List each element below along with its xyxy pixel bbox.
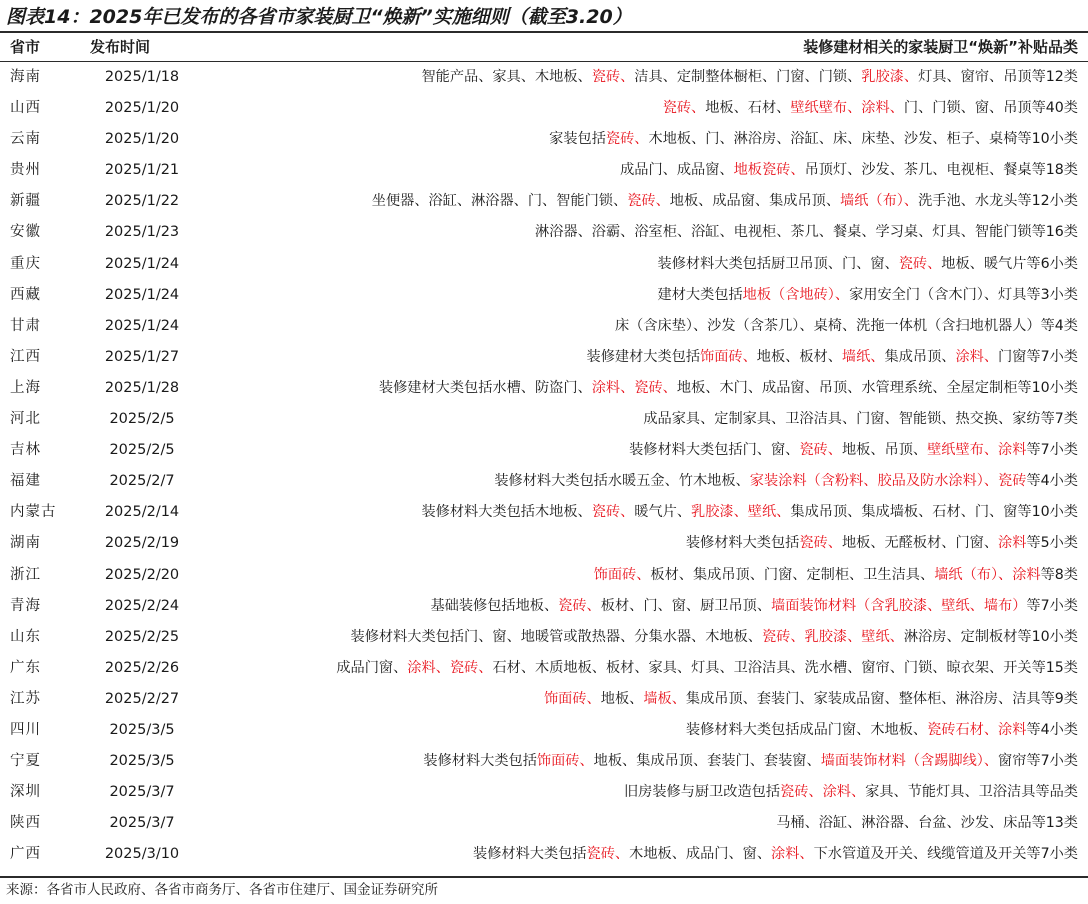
date-cell: 2025/2/5: [109, 442, 175, 459]
table-row: [0, 777, 1088, 808]
item-text: 板材、门、窗、厨卫吊顶、: [600, 597, 772, 614]
date-cell: 2025/3/5: [109, 721, 175, 738]
highlighted-item-text: 涂料、: [955, 348, 999, 365]
province-cell: 广东: [10, 659, 41, 676]
item-text: 装修材料大类包括门、窗、: [629, 442, 800, 459]
province-cell: 陕西: [10, 815, 41, 832]
item-text: 集成吊顶、集成墙板、石材、门、窗等10小类: [790, 504, 1078, 521]
province-cell: 贵州: [10, 162, 41, 179]
province-cell: 四川: [10, 721, 41, 738]
date-cell: 2025/2/5: [109, 411, 175, 428]
items-cell: [200, 404, 1078, 435]
highlighted-item-text: 饰面砖、: [593, 566, 651, 583]
date-cell: 2025/1/21: [104, 162, 180, 179]
highlighted-item-text: 乳胶漆、: [861, 69, 919, 85]
date-cell: 2025/3/10: [104, 846, 180, 863]
item-text: 装修材料大类包括厨卫吊顶、门、窗、: [657, 255, 899, 272]
items-cell: [200, 124, 1078, 155]
item-text: 等7小类: [1026, 597, 1078, 614]
item-text: 装修材料大类包括木地板、: [421, 504, 592, 521]
item-text: 木地板、门、淋浴房、浴缸、床、床垫、沙发、柜子、桌椅等10小类: [648, 131, 1078, 148]
province-cell: 江西: [10, 348, 41, 365]
table-row: [0, 217, 1088, 248]
date-cell: 2025/3/7: [109, 784, 175, 801]
item-text: 家具、节能灯具、卫浴洁具等品类: [865, 784, 1078, 801]
date-cell: 2025/2/7: [109, 473, 175, 490]
items-cell: [200, 684, 1078, 715]
item-text: 装修材料大类包括门、窗、地暖管或散热器、分集水器、木地板、: [350, 628, 762, 645]
province-cell: 甘肃: [10, 317, 41, 334]
date-cell: 2025/1/28: [104, 379, 180, 396]
date-cell: 2025/1/20: [104, 131, 180, 148]
province-cell: 新疆: [10, 193, 41, 210]
highlighted-item-text: 饰面砖、: [543, 690, 601, 707]
item-text: 石材、木质地板、板材、家具、灯具、卫浴洁具、洗水槽、窗帘、门锁、晾衣架、开关等15类: [492, 659, 1078, 676]
province-cell: 海南: [10, 69, 41, 85]
province-cell: 河北: [10, 411, 41, 428]
highlighted-item-text: 瓷砖、: [662, 100, 706, 117]
item-text: 装修材料大类包括水暖五金、竹木地板、: [494, 473, 750, 490]
item-text: 家装包括: [549, 131, 606, 148]
province-cell: 深圳: [10, 784, 41, 801]
date-cell: 2025/1/23: [104, 224, 180, 241]
item-text: 集成吊顶、套装门、家装成品窗、整体柜、淋浴房、洁具等9类: [685, 690, 1078, 707]
highlighted-item-text: 墙面装饰材料（含踢脚线）、: [820, 753, 999, 770]
items-cell: [200, 653, 1078, 684]
province-cell: 福建: [10, 473, 41, 490]
table-header: [0, 33, 1088, 61]
highlighted-item-text: 瓷砖、: [627, 193, 670, 210]
item-text: 建材大类包括: [657, 286, 743, 303]
items-cell: [200, 560, 1078, 591]
table-row: [0, 311, 1088, 342]
highlighted-item-text: 涂料、: [771, 846, 814, 863]
highlighted-item-text: 地板（含地砖）、: [742, 286, 850, 303]
items-cell: [200, 311, 1078, 342]
items-cell: [200, 155, 1078, 186]
item-text: 智能产品、家具、木地板、: [421, 69, 592, 85]
item-text: 基础装修包括地板、: [430, 597, 559, 614]
item-text: 装修材料大类包括: [473, 846, 587, 863]
highlighted-item-text: 瓷砖、: [591, 69, 635, 85]
province-cell: 云南: [10, 131, 41, 148]
province-cell: 广西: [10, 846, 41, 863]
item-text: 坐便器、浴缸、淋浴器、门、智能门锁、: [371, 193, 628, 210]
item-text: 装修建材大类包括: [586, 348, 701, 365]
item-text: 等4小类: [1026, 721, 1078, 738]
table-row: [0, 560, 1088, 591]
item-text: 等8类: [1040, 566, 1078, 583]
province-cell: 浙江: [10, 566, 41, 583]
province-cell: 山西: [10, 100, 41, 117]
table-row: [0, 653, 1088, 684]
table-row: [0, 528, 1088, 559]
item-text: 地板、石材、: [705, 100, 791, 117]
date-cell: 2025/2/20: [104, 566, 180, 583]
items-cell: [200, 280, 1078, 311]
item-text: 地板、: [600, 690, 644, 707]
item-text: 灯具、窗帘、吊顶等12类: [918, 69, 1078, 85]
item-text: 地板、成品窗、集成吊顶、: [669, 193, 841, 210]
items-cell: [200, 715, 1078, 746]
header-items: 装修建材相关的家装厨卫“焕新”补贴品类: [803, 38, 1078, 56]
highlighted-item-text: 瓷砖、乳胶漆、壁纸、: [761, 628, 904, 645]
date-cell: 2025/1/22: [104, 193, 180, 210]
table-row: [0, 186, 1088, 217]
item-text: 地板、木门、成品窗、吊顶、水管理系统、全屋定制柜等10小类: [676, 379, 1078, 396]
table-body: [0, 62, 1088, 870]
item-text: 门、门锁、窗、吊顶等40类: [903, 100, 1078, 117]
item-text: 吊顶灯、沙发、茶几、电视柜、餐桌等18类: [804, 162, 1078, 179]
item-text: 旧房装修与厨卫改造包括: [623, 784, 781, 801]
items-cell: [200, 186, 1078, 217]
item-text: 马桶、浴缸、淋浴器、台盆、沙发、床品等13类: [776, 815, 1078, 832]
highlighted-item-text: 墙纸（布）、涂料: [934, 566, 1041, 583]
highlighted-item-text: 地板瓷砖、: [733, 162, 805, 179]
items-cell: [200, 839, 1078, 870]
item-text: 木地板、成品门、窗、: [629, 846, 772, 863]
highlighted-item-text: 瓷砖、: [799, 442, 842, 459]
province-cell: 湖南: [10, 535, 41, 552]
items-cell: [200, 373, 1078, 404]
province-cell: 西藏: [10, 286, 41, 303]
item-text: 集成吊顶、: [884, 348, 956, 365]
highlighted-item-text: 涂料: [998, 535, 1027, 552]
item-text: 家用安全门（含木门）、灯具等3小类: [849, 286, 1078, 303]
province-cell: 上海: [10, 379, 41, 396]
items-cell: [200, 435, 1078, 466]
item-text: 淋浴器、浴霸、浴室柜、浴缸、电视柜、茶几、餐桌、学习桌、灯具、智能门锁等16类: [535, 224, 1078, 241]
highlighted-item-text: 瓷砖石材、涂料: [927, 721, 1027, 738]
items-cell: [200, 808, 1078, 839]
table-row: [0, 684, 1088, 715]
table-row: [0, 62, 1088, 93]
province-cell: 重庆: [10, 255, 41, 272]
items-cell: [200, 342, 1078, 373]
province-cell: 江苏: [10, 690, 41, 707]
highlighted-item-text: 瓷砖、: [898, 255, 942, 272]
date-cell: 2025/1/24: [104, 317, 180, 334]
header-date: 发布时间: [90, 38, 151, 56]
item-text: 地板、暖气片等6小类: [941, 255, 1078, 272]
province-cell: 青海: [10, 597, 41, 614]
item-text: 淋浴房、定制板材等10小类: [903, 628, 1078, 645]
item-text: 成品家具、定制家具、卫浴洁具、门窗、智能锁、热交换、家纺等7类: [643, 411, 1078, 428]
date-cell: 2025/2/14: [104, 504, 180, 521]
highlighted-item-text: 墙纸、: [841, 348, 885, 365]
date-cell: 2025/1/18: [104, 69, 180, 85]
item-text: 床（含床垫）、沙发（含茶几）、桌椅、洗拖一体机（含扫地机器人）等4类: [614, 317, 1078, 334]
date-cell: 2025/2/25: [104, 628, 180, 645]
date-cell: 2025/2/27: [104, 690, 180, 707]
item-text: 地板、吊顶、: [841, 442, 928, 459]
table-row: [0, 591, 1088, 622]
highlighted-item-text: 壁纸壁布、涂料: [927, 442, 1027, 459]
province-cell: 吉林: [10, 442, 41, 459]
date-cell: 2025/1/20: [104, 100, 180, 117]
date-cell: 2025/1/27: [104, 348, 180, 365]
highlighted-item-text: 瓷砖、: [799, 535, 842, 552]
table-row: [0, 373, 1088, 404]
item-text: 地板、无醛板材、门窗、: [841, 535, 999, 552]
highlighted-item-text: 墙面装饰材料（含乳胶漆、壁纸、墙布）: [771, 597, 1027, 614]
items-cell: [200, 622, 1078, 653]
highlighted-item-text: 瓷砖、: [605, 131, 649, 148]
item-text: 地板、集成吊顶、套装门、套装窗、: [593, 753, 821, 770]
table-row: [0, 155, 1088, 186]
highlighted-item-text: 墙纸（布）、: [840, 193, 919, 210]
date-cell: 2025/2/19: [104, 535, 180, 552]
items-cell: [200, 217, 1078, 248]
date-cell: 2025/3/7: [109, 815, 175, 832]
province-cell: 内蒙古: [10, 504, 57, 521]
highlighted-item-text: 涂料、瓷砖、: [591, 379, 677, 396]
table-row: [0, 280, 1088, 311]
highlighted-item-text: 瓷砖、: [586, 846, 630, 863]
table-row: [0, 342, 1088, 373]
items-cell: [200, 497, 1078, 528]
table-row: [0, 808, 1088, 839]
item-text: 板材、集成吊顶、门窗、定制柜、卫生洁具、: [650, 566, 935, 583]
item-text: 门窗等7小类: [998, 348, 1078, 365]
highlighted-item-text: 乳胶漆、壁纸、: [691, 504, 791, 521]
table-row: [0, 435, 1088, 466]
items-cell: [200, 249, 1078, 280]
table-row: [0, 715, 1088, 746]
item-text: 地板、板材、: [756, 348, 842, 365]
highlighted-item-text: 瓷砖、: [591, 504, 635, 521]
table-row: [0, 839, 1088, 870]
highlighted-item-text: 壁纸壁布、涂料、: [790, 100, 904, 117]
items-cell: [200, 528, 1078, 559]
province-cell: 山东: [10, 628, 41, 645]
highlighted-item-text: 墙板、: [643, 690, 686, 707]
item-text: 等4小类: [1026, 473, 1078, 490]
highlighted-item-text: 家装涂料（含粉料、胶品及防水涂料）、瓷砖: [749, 473, 1027, 490]
items-cell: [200, 93, 1078, 124]
item-text: 成品门、成品窗、: [620, 162, 734, 179]
item-text: 装修材料大类包括成品门窗、木地板、: [685, 721, 928, 738]
items-cell: [200, 466, 1078, 497]
highlighted-item-text: 饰面砖、: [536, 753, 594, 770]
item-text: 装修建材大类包括水槽、防盗门、: [378, 379, 592, 396]
item-text: 成品门窗、: [336, 659, 408, 676]
highlighted-item-text: 瓷砖、涂料、: [780, 784, 866, 801]
item-text: 等5小类: [1026, 535, 1078, 552]
item-text: 下水管道及开关、线缆管道及开关等7小类: [813, 846, 1078, 863]
table-row: [0, 466, 1088, 497]
bottom-rule: [0, 876, 1088, 878]
date-cell: 2025/2/26: [104, 659, 180, 676]
province-cell: 安徽: [10, 224, 41, 241]
items-cell: [200, 777, 1078, 808]
item-text: 装修材料大类包括: [685, 535, 800, 552]
source-note: 来源：各省市人民政府、各省市商务厅、各省市住建厅、国金证券研究所: [6, 882, 438, 898]
table-row: [0, 746, 1088, 777]
figure-title: 图表14：2025年已发布的各省市家装厨卫“焕新”实施细则（截至3.20）: [6, 6, 632, 28]
province-cell: 宁夏: [10, 753, 41, 770]
highlighted-item-text: 涂料、瓷砖、: [407, 659, 493, 676]
date-cell: 2025/1/24: [104, 286, 180, 303]
highlighted-item-text: 瓷砖、: [558, 597, 601, 614]
highlighted-item-text: 饰面砖、: [700, 348, 757, 365]
table-row: [0, 622, 1088, 653]
item-text: 洁具、定制整体橱柜、门窗、门锁、: [634, 69, 862, 85]
table-row: [0, 249, 1088, 280]
table-row: [0, 497, 1088, 528]
items-cell: [200, 746, 1078, 777]
date-cell: 2025/1/24: [104, 255, 180, 272]
table-row: [0, 93, 1088, 124]
item-text: 暖气片、: [634, 504, 692, 521]
table-row: [0, 124, 1088, 155]
table-row: [0, 404, 1088, 435]
date-cell: 2025/3/5: [109, 753, 175, 770]
items-cell: [200, 591, 1078, 622]
date-cell: 2025/2/24: [104, 597, 180, 614]
item-text: 装修材料大类包括: [423, 753, 537, 770]
item-text: 窗帘等7小类: [998, 753, 1078, 770]
header-province: 省市: [10, 38, 41, 56]
items-cell: [200, 62, 1078, 93]
item-text: 等7小类: [1026, 442, 1078, 459]
item-text: 洗手池、水龙头等12小类: [918, 193, 1078, 210]
